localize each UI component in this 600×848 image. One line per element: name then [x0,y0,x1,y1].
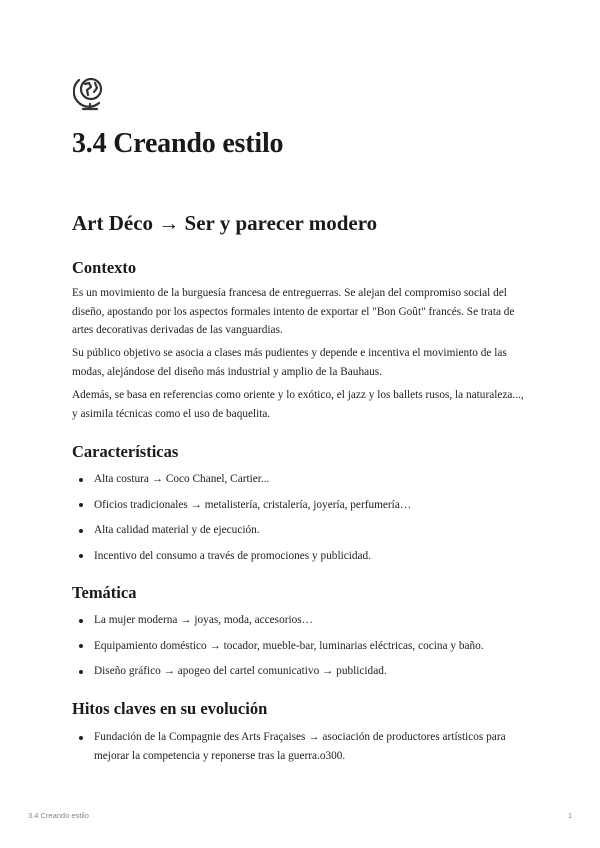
page-title: 3.4 Creando estilo [72,128,284,159]
list-item: Oficios tradicionales → metalistería, cristalería, joyería, perfumería… [72,496,532,515]
heading-caracteristicas: Características [72,442,179,461]
list-item: Incentivo del consumo a través de promociones y publicidad. [72,547,532,566]
list-item: Alta costura → Coco Chanel, Cartier... [72,470,532,489]
caracteristicas-list [72,470,532,565]
footer-title: 3.4 Creando estilo [28,811,89,820]
contexto-paragraph-3: Además, se basa en referencias como oriente y lo exótico, el jazz y los ballets rusos, la naturaleza..., y asimila técnicas como el uso de baquelita. [72,389,524,420]
list-item: Equipamiento doméstico → tocador, mueble-bar, luminarias eléctricas, cocina y baño. [72,637,532,656]
contexto-paragraph-2: Su público objetivo se asocia a clases más pudientes y depende e incentiva el movimiento de las modas, alejándose del diseño más industrial y amplio de la Bauhaus. [72,347,507,378]
page-number: 1 [567,811,572,820]
heading-tematica: Temática [72,583,137,602]
hitos-list [72,728,532,765]
tematica-list [72,611,532,681]
contexto-paragraph-1: Es un movimiento de la burguesía francesa de entreguerras. Se alejan del compromiso social del diseño, apostando por los aspectos formales intento de exportar el "Bon Goût" francés. Se trata de artes decorativas derivadas de las vanguardias. [72,287,515,336]
section-title: Art Déco → Ser y parecer modero [72,211,378,235]
list-item: La mujer moderna → joyas, moda, accesorios… [72,611,532,630]
globe-icon [73,74,107,112]
heading-hitos: Hitos claves en su evolución [72,699,268,718]
list-item: Alta calidad material y de ejecución. [72,521,532,540]
list-item: Diseño gráfico → apogeo del cartel comunicativo → publicidad. [72,662,532,681]
heading-contexto: Contexto [72,258,137,277]
list-item: Fundación de la Compagnie des Arts Fraçaises → asociación de productores artísticos para mejorar la competencia y reponerse tras la guerra.o300. [72,728,532,765]
